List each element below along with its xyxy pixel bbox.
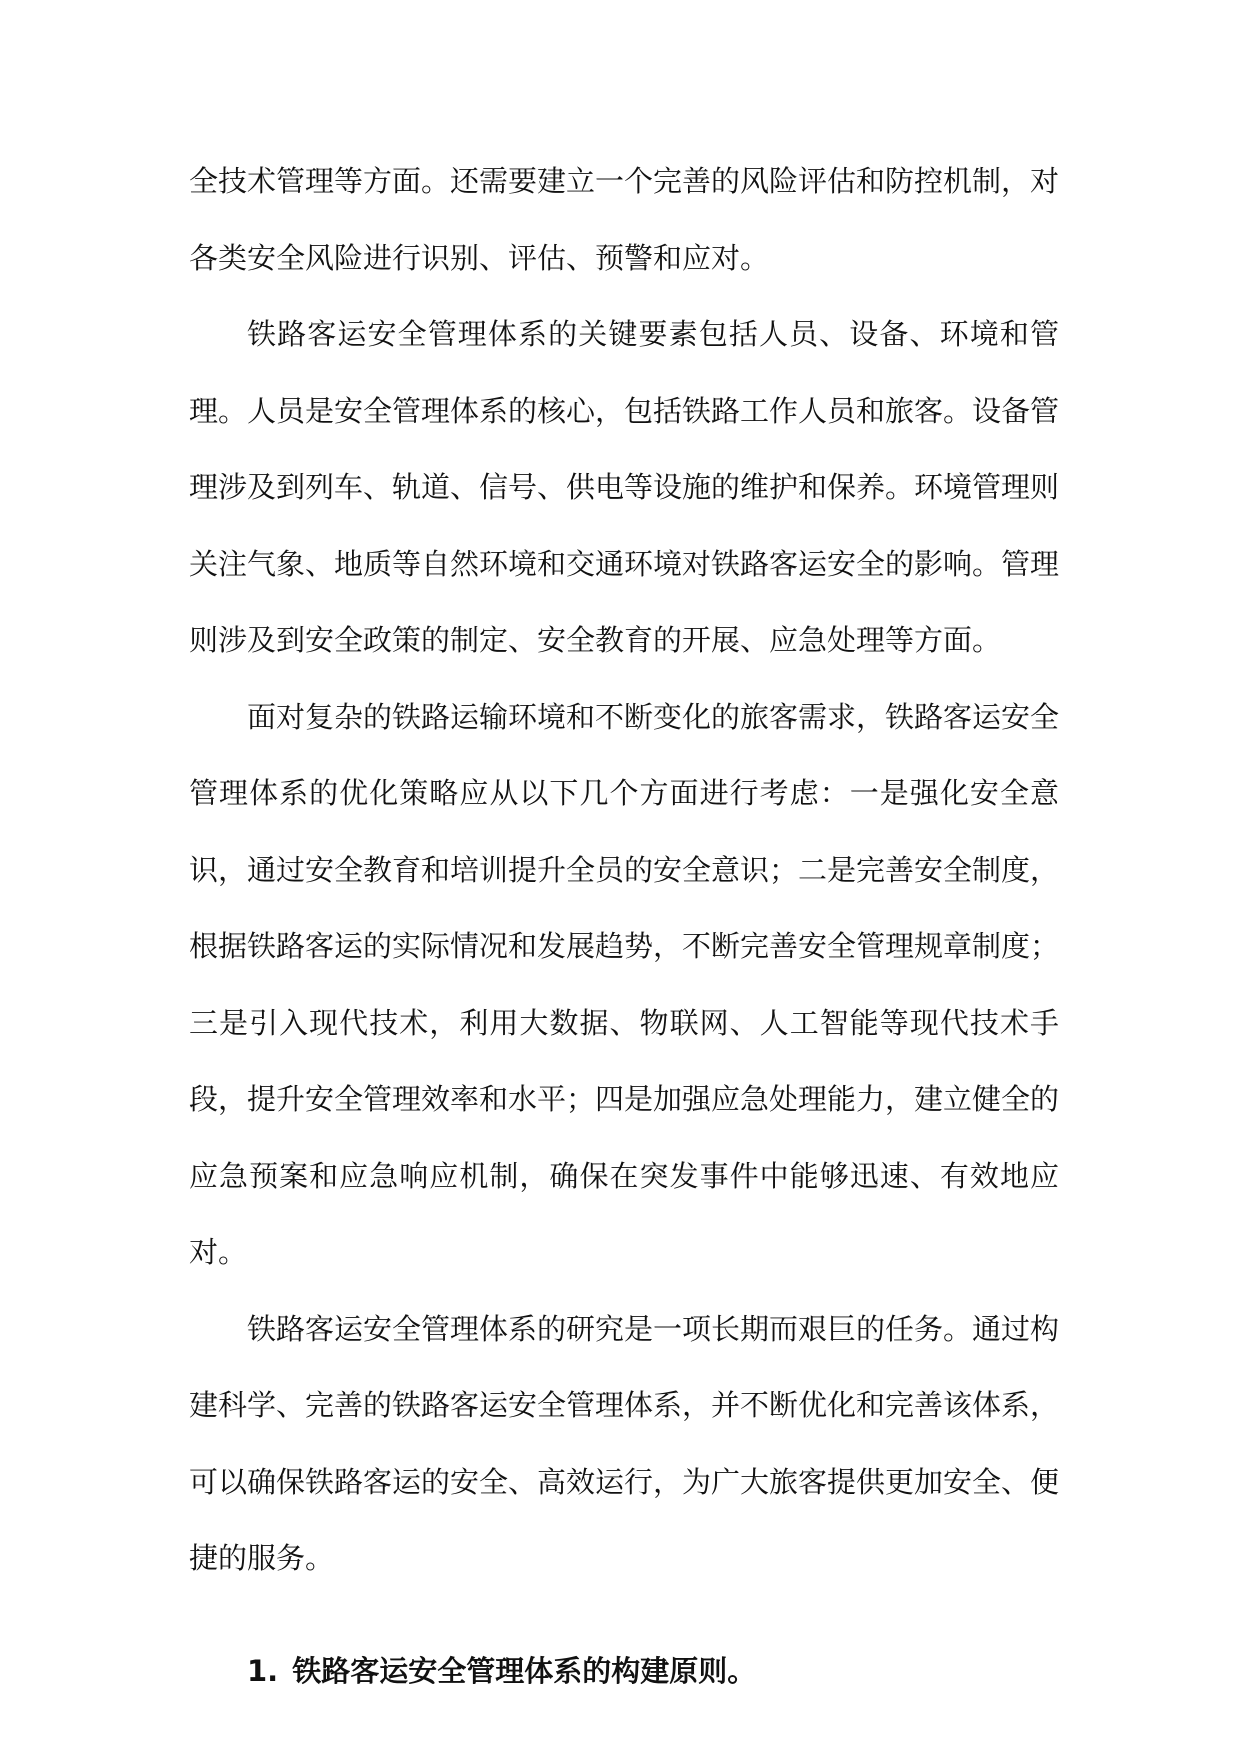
paragraph-optimization-strategy: 面对复杂的铁路运输环境和不断变化的旅客需求，铁路客运安全管理体系的优化策略应从以下几个方面进行考虑：一是强化安全意识，通过安全教育和培训提升全员的安全意识；二是完善安全制度，根据铁路客运的实际情况和发展趋势，不断完善安全管理规章制度；三是引入现代技术，利用大数据、物联网、人工智能等现代技术手段，提升安全管理效率和水平；四是加强应急处理能力，建立健全的应急预案和应急响应机制，确保在突发事件中能够迅速、有效地应对。 — [189, 699, 1060, 1269]
paragraph-key-elements: 铁路客运安全管理体系的关键要素包括人员、设备、环境和管理。人员是安全管理体系的核心，包括铁路工作人员和旅客。设备管理涉及到列车、轨道、信号、供电等设施的维护和保养。环境管理则关注气象、地质等自然环境和交通环境对铁路客运安全的影响。管理则涉及到安全政策的制定、安全教育的开展、应急处理等方面。 — [189, 317, 1060, 657]
document-body — [189, 143, 1059, 1709]
section-heading-number: 1. — [247, 1653, 279, 1688]
section-heading — [189, 1633, 1059, 1710]
paragraph-conclusion: 铁路客运安全管理体系的研究是一项长期而艰巨的任务。通过构建科学、完善的铁路客运安全管理体系，并不断优化和完善该体系，可以确保铁路客运的安全、高效运行，为广大旅客提供更加安全、便捷的服务。 — [189, 1311, 1060, 1575]
paragraph-continuation: 全技术管理等方面。还需要建立一个完善的风险评估和防控机制，对各类安全风险进行识别、评估、预警和应对。 — [189, 164, 1060, 275]
section-heading-text: 铁路客运安全管理体系的构建原则。 — [292, 1653, 757, 1688]
